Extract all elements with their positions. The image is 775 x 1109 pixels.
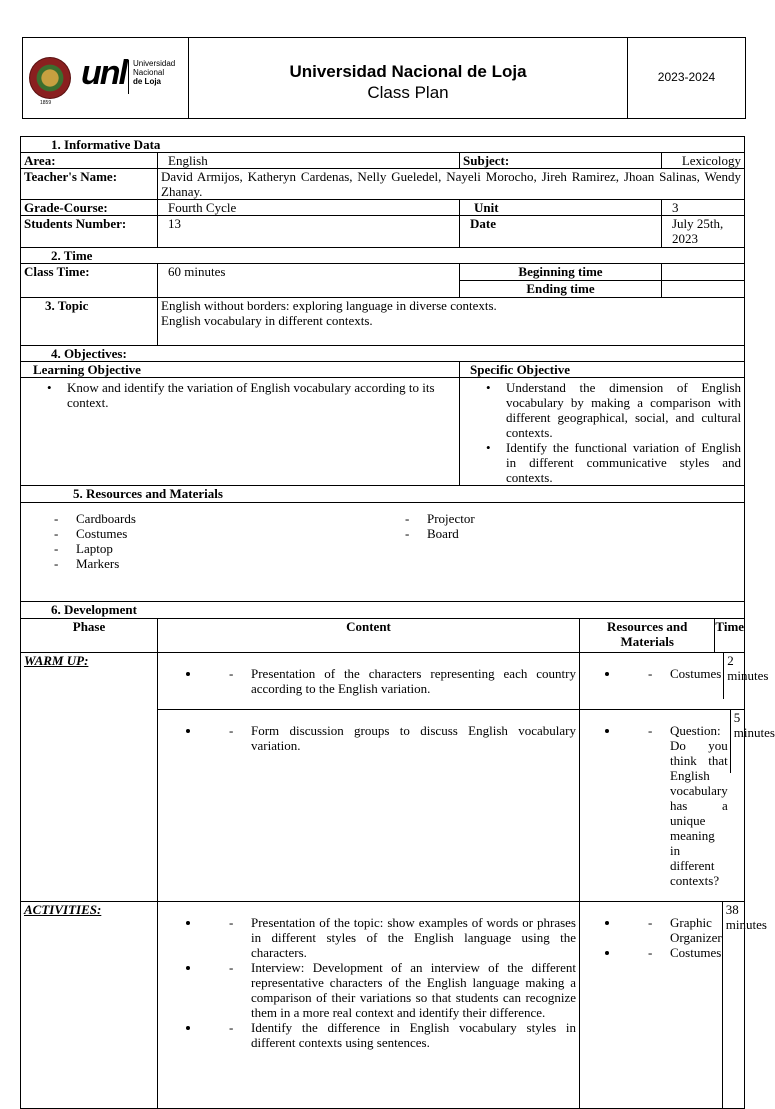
list-item: - Markers	[24, 556, 375, 571]
learning-objective-label: Learning Objective	[21, 362, 460, 378]
topic-line: English without borders: exploring language in diverse contexts.	[161, 298, 497, 313]
section-heading: 4. Objectives:	[21, 346, 745, 362]
objectives-header-row	[21, 362, 745, 378]
activities-phase: ACTIVITIES:	[21, 902, 158, 1109]
content-header: Content	[158, 619, 580, 653]
ending-time-value	[662, 281, 745, 298]
beginning-time-label: Beginning time	[460, 264, 662, 281]
phase-header: Phase	[21, 619, 158, 653]
header-title-block	[189, 62, 627, 103]
list-item: • Know and identify the variation of English vocabulary according to its context.	[24, 380, 456, 410]
section-heading: 5. Resources and Materials	[21, 486, 745, 503]
info-row	[21, 216, 745, 248]
section-row	[21, 486, 745, 503]
list-item: - • Interview: Development of an interview of the different representative characters of the English language making a comparison of their variations so that students can recognize them in a more real context and identify their difference.	[201, 960, 576, 1020]
list-item: - • Form discussion groups to discuss English vocabulary variation.	[201, 723, 576, 753]
area-label: Area:	[21, 153, 158, 169]
list-item: - • Costumes	[620, 666, 721, 681]
seal-year: 1859	[40, 100, 52, 106]
document-subtitle: Class Plan	[367, 83, 449, 102]
section-row	[21, 346, 745, 362]
topic-row	[21, 298, 745, 346]
list-item: • Identify the functional variation of English in different communicative styles and contexts.	[463, 440, 741, 485]
grade-value: Fourth Cycle	[158, 200, 460, 216]
resources-cell	[21, 503, 745, 602]
activities-content	[158, 902, 580, 1109]
list-item: • Understand the dimension of English vocabulary by making a comparison with different geographical, social, and cultural contexts.	[463, 380, 741, 440]
list-item: - • Graphic Organizer	[620, 915, 722, 945]
teacher-value: David Armijos, Katheryn Cardenas, Nelly Gueledel, Nayeli Morocho, Jireh Ramirez, Jhoan Salinas, Wendy Zhanay.	[158, 169, 745, 200]
class-plan-table	[20, 136, 775, 1109]
section-heading: 1. Informative Data	[21, 137, 745, 153]
resources-row	[21, 503, 745, 602]
list-item: - Costumes	[24, 526, 375, 541]
logo-university-name: Universidad Nacional de Loja	[133, 59, 176, 86]
unl-logo: unl	[81, 54, 126, 92]
list-item: - Laptop	[24, 541, 375, 556]
list-item: - • Presentation of the characters representing each country according to the English variation.	[201, 666, 576, 696]
warmup-resources-1	[580, 653, 769, 710]
list-item: - Board	[375, 526, 475, 541]
students-label: Students Number:	[21, 216, 158, 248]
warmup-content-1	[158, 653, 580, 710]
topic-content	[158, 298, 745, 346]
section-row	[21, 248, 745, 264]
unit-value: 3	[662, 200, 745, 216]
time-header: Time	[714, 619, 744, 652]
specific-objectives-cell	[460, 378, 745, 486]
warmup-time-2: 5 minutes	[730, 710, 775, 773]
area-value: English	[158, 153, 460, 169]
learning-objectives-cell	[21, 378, 460, 486]
info-row	[21, 169, 745, 200]
subject-value: Lexicology	[662, 153, 745, 169]
warmup-phase: WARM UP:	[21, 653, 158, 902]
section-heading: 2. Time	[21, 248, 745, 264]
students-value: 13	[158, 216, 460, 248]
subject-label: Subject:	[460, 153, 662, 169]
table-row	[21, 653, 745, 710]
resources-left-list	[24, 511, 375, 571]
section-row	[21, 137, 745, 153]
learning-objectives-list	[24, 380, 456, 410]
warmup-time-1: 2 minutes	[723, 653, 768, 699]
section-heading: 6. Development	[21, 602, 745, 619]
class-time-label: Class Time:	[21, 264, 158, 298]
document-header	[22, 37, 746, 119]
warmup-content-2	[158, 710, 580, 902]
grade-label: Grade-Course:	[21, 200, 158, 216]
date-value: July 25th, 2023	[662, 216, 745, 248]
section-row	[21, 602, 745, 619]
university-title: Universidad Nacional de Loja	[289, 62, 527, 81]
list-item: - • Identify the difference in English vocabulary styles in different contexts using sentences.	[201, 1020, 576, 1050]
warmup-resources-2	[580, 710, 775, 902]
university-seal-icon	[29, 57, 71, 99]
list-item: - • Costumes	[620, 945, 722, 960]
beginning-time-value	[662, 264, 745, 281]
teacher-label: Teacher's Name:	[21, 169, 158, 200]
list-item: - • Presentation of the topic: show examples of words or phrases in different styles of the English language using the characters.	[201, 915, 576, 960]
topic-line: English vocabulary in different contexts.	[161, 313, 373, 328]
list-item: - Projector	[375, 511, 475, 526]
list-item: - Cardboards	[24, 511, 375, 526]
table-row	[21, 902, 745, 1109]
info-row	[21, 200, 745, 216]
logo-separator	[128, 60, 129, 94]
specific-objective-label: Specific Objective	[460, 362, 745, 378]
resources-header: Resources and Materials Time	[580, 619, 745, 653]
unit-label: Unit	[460, 200, 662, 216]
time-row	[21, 264, 745, 281]
class-time-value: 60 minutes	[158, 264, 460, 298]
objectives-row	[21, 378, 745, 486]
list-item: - • Question: Do you think that English vocabulary has a unique meaning in different contexts?	[620, 723, 728, 888]
resources-right-list	[375, 511, 475, 571]
ending-time-label: Ending time	[460, 281, 662, 298]
academic-year: 2023-2024	[657, 70, 716, 84]
date-label: Date	[460, 216, 662, 248]
specific-objectives-list	[463, 380, 741, 485]
activities-time: 38 minutes	[722, 902, 767, 1108]
development-header-row	[21, 619, 745, 653]
info-row	[21, 153, 745, 169]
section-heading: 3. Topic	[21, 298, 158, 346]
activities-resources	[580, 902, 767, 1109]
